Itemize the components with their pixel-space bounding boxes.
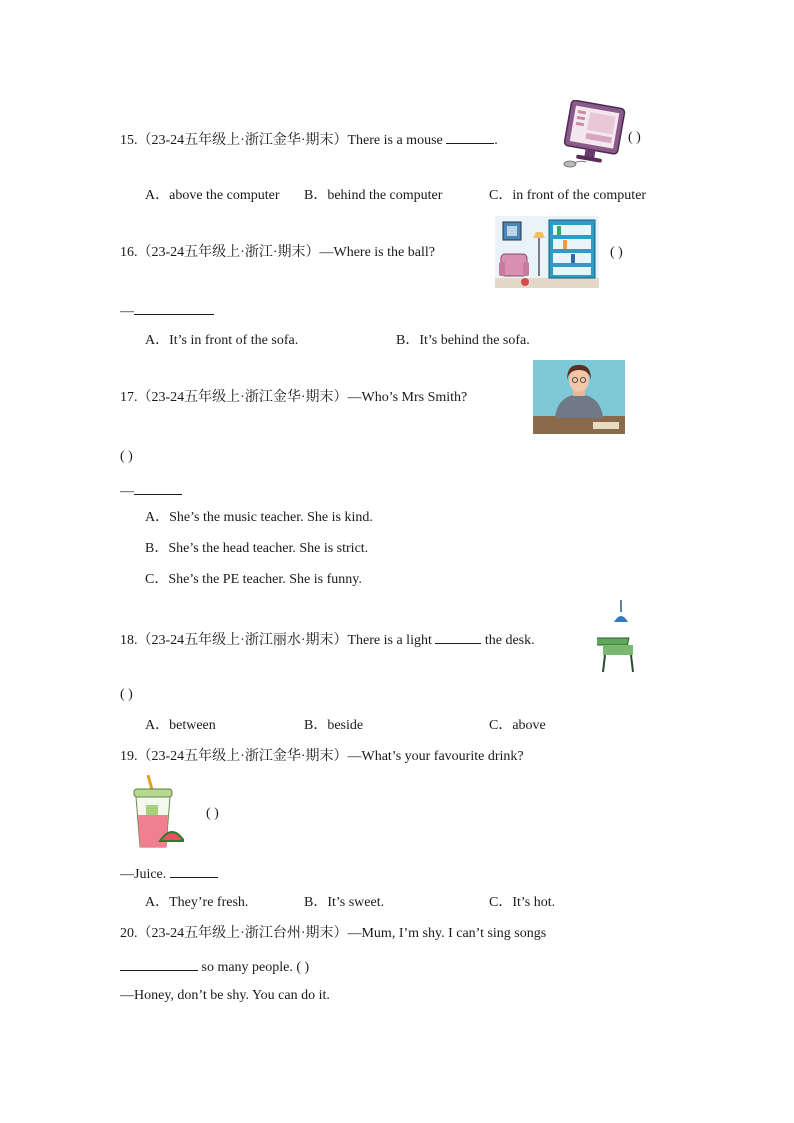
q19-answer-paren[interactable]: ( ) — [206, 806, 219, 821]
q16-dash: — — [120, 304, 134, 319]
q15-answer-paren[interactable]: ( ) — [628, 130, 641, 145]
q18-blank[interactable] — [435, 629, 481, 644]
q20-reply: —Honey, don’t be shy. You can do it. — [120, 988, 330, 1003]
q15-stem — [120, 129, 498, 150]
q15-blank[interactable] — [446, 129, 494, 144]
q17-reply — [120, 480, 182, 501]
teacher-icon — [533, 360, 625, 434]
q15-lead: 15.（23-24五年级上·浙江金华·期末）There is a mouse — [120, 133, 443, 148]
q20-stem: 20.（23-24五年级上·浙江台州·期末）—Mum, I’m shy. I can’t sing songs — [120, 926, 547, 941]
q18-option-b[interactable]: B．beside — [304, 718, 364, 733]
q16-option-a[interactable]: A．It’s in front of the sofa. — [145, 333, 299, 348]
q17-blank[interactable] — [134, 480, 182, 495]
living-room-icon — [495, 216, 599, 288]
computer-icon — [560, 100, 626, 172]
q16-answer-paren[interactable]: ( ) — [610, 245, 623, 260]
q18-stem — [120, 629, 535, 650]
q20-line2 — [120, 956, 309, 977]
q15-tail: . — [494, 133, 498, 148]
q19-stem: 19.（23-24五年级上·浙江金华·期末）—What’s your favourite drink? — [120, 749, 524, 764]
q19-option-c[interactable]: C．It’s hot. — [489, 895, 556, 910]
q18-answer-paren[interactable]: ( ) — [120, 687, 133, 702]
q19-option-b[interactable]: B．It’s sweet. — [304, 895, 385, 910]
q17-option-c[interactable]: C．She’s the PE teacher. She is funny. — [145, 572, 362, 587]
q16-option-b[interactable]: B．It’s behind the sofa. — [396, 333, 530, 348]
q19-option-a[interactable]: A．They’re fresh. — [145, 895, 249, 910]
q20-answer-paren[interactable]: ( ) — [296, 960, 310, 975]
q18-lead: 18.（23-24五年级上·浙江丽水·期末）There is a light — [120, 633, 432, 648]
q20-blank[interactable] — [120, 956, 198, 971]
q16-blank[interactable] — [134, 300, 214, 315]
q19-answer-lead: —Juice. — [120, 867, 167, 882]
q15-option-a[interactable]: A．above the computer — [145, 188, 280, 203]
q17-option-b[interactable]: B．She’s the head teacher. She is strict. — [145, 541, 369, 556]
q19-reply — [120, 863, 218, 884]
q17-answer-paren[interactable]: ( ) — [120, 449, 133, 464]
q15-option-c[interactable]: C．in front of the computer — [489, 188, 647, 203]
q18-option-a[interactable]: A．between — [145, 718, 216, 733]
q15-option-b[interactable]: B．behind the computer — [304, 188, 443, 203]
q16-reply — [120, 300, 214, 321]
q16-stem: 16.（23-24五年级上·浙江·期末）—Where is the ball? — [120, 245, 435, 260]
desk-lamp-icon — [597, 600, 641, 674]
q19-blank[interactable] — [170, 863, 218, 878]
q18-option-c[interactable]: C．above — [489, 718, 546, 733]
q18-tail: the desk. — [484, 633, 535, 648]
q20-line2-text: so many people. — [201, 960, 293, 975]
q17-dash: — — [120, 484, 134, 499]
q17-stem: 17.（23-24五年级上·浙江金华·期末）—Who’s Mrs Smith? — [120, 390, 468, 405]
juice-cup-icon — [130, 775, 184, 853]
q17-option-a[interactable]: A．She’s the music teacher. She is kind. — [145, 510, 373, 525]
